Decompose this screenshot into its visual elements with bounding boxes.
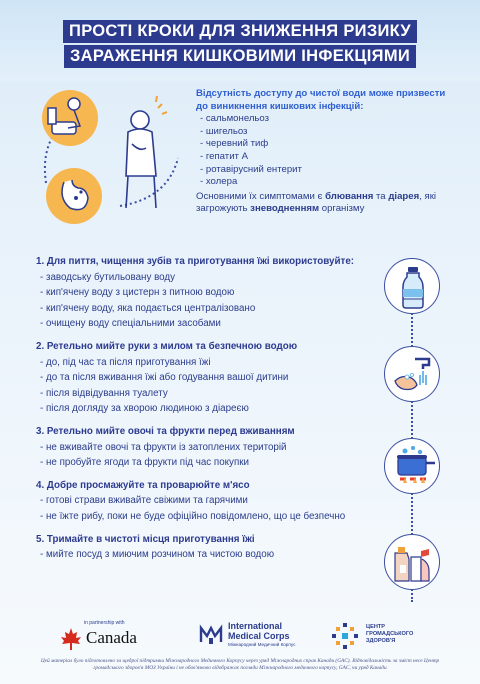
list-item: - до та після вживання їжі або годування вашої дитини (40, 372, 289, 384)
phc-line3: ЗДОРОВ'Я (366, 638, 396, 644)
handwashing-icon (384, 346, 440, 402)
list-item: - черевний тиф (200, 138, 269, 150)
step-3 (36, 424, 366, 471)
disease-list (196, 113, 458, 189)
list-item: - кип'ячену воду з цистерн з питною водою (40, 287, 235, 299)
step-title: 2. Ретельно мийте руки з милом та безпечною водою (36, 340, 298, 352)
list-item: - мийте посуд з миючим розчином та чистою водою (40, 549, 275, 561)
cooking-pot-icon (384, 438, 440, 494)
list-item: - після відвідування туалету (40, 387, 168, 399)
imc-logo (198, 618, 318, 654)
imc-line2: Medical Corps (228, 631, 290, 641)
title-line-1: ПРОСТІ КРОКИ ДЛЯ ЗНИЖЕННЯ РИЗИКУ (63, 20, 417, 43)
phc-line2: ГРОМАДСЬКОГО (366, 631, 414, 637)
toilet-vomiting-icon (42, 90, 98, 146)
step-title: 5. Тримайте в чистоті місця приготування їжі (36, 533, 255, 545)
step-4 (36, 478, 366, 525)
sick-person-icon (108, 96, 184, 208)
symptoms-mid2: , які загрожують (196, 190, 437, 215)
title-line-2: ЗАРАЖЕННЯ КИШКОВИМИ ІНФЕКЦІЯМИ (64, 45, 416, 68)
intro-lead: Відсутність доступу до чистої води може призвести до виникнення кишкових інфекцій: (196, 88, 446, 112)
imc-line3: Міжнародний Медичний Корпус (228, 642, 296, 647)
imc-line1: International (228, 621, 283, 631)
step-title: 1. Для пиття, чищення зубів та приготування їжі використовуйте: (36, 256, 355, 267)
symptom-diarrhea: діарея (388, 190, 420, 202)
intro-text (196, 88, 458, 216)
step-2 (36, 339, 366, 417)
maple-leaf-icon (58, 626, 84, 652)
step-title: 4. Добре просмажуйте та проварюйте м'ясо (36, 479, 250, 491)
list-item: - після догляду за хворою людиною з діареєю (40, 403, 249, 415)
phc-line1: ЦЕНТР (366, 624, 386, 630)
list-item: - шигельоз (200, 125, 248, 137)
list-item: - сальмонельоз (200, 113, 270, 125)
list-item: - холера (200, 176, 238, 188)
header-banner (0, 0, 480, 82)
steps-list (36, 254, 366, 570)
phc-emblem-icon (330, 621, 360, 651)
symptoms-text (196, 191, 458, 216)
footer-disclaimer: Цей матеріал було підготовлено за щедрої підтримки Міжнародного Медичного Корпусу через уряд Міжнародних справ Канади (GAC). Відповідальність за зміст несе Центр громадського здоров'я МОЗ України і не обов'язково відображає погляди Міжнародного медичного корпусу, GAC, чи уряд Канади (40, 658, 440, 671)
symptom-dehydration: зневодненням (250, 203, 320, 215)
list-item: - гепатит А (200, 150, 249, 162)
list-item: - очищену воду спеціальними засобами (40, 318, 221, 330)
public-health-center-logo (330, 618, 440, 654)
list-item: - до, під час та після приготування їжі (40, 356, 211, 368)
imc-emblem-icon (198, 622, 224, 648)
stomach-bacteria-icon (46, 168, 102, 224)
step-5 (36, 532, 366, 563)
list-item: - не їжте рибу, поки не буде офіційно повідомлено, що це безпечно (40, 510, 346, 522)
list-item: - ротавірусний ентерит (200, 163, 302, 175)
list-item: - заводську бутильовану воду (40, 271, 176, 283)
symptom-vomiting: блювання (325, 190, 374, 202)
list-item: - не вживайте овочі та фрукти із затоплених територій (40, 441, 287, 453)
list-item: - не пробуйте ягоди та фрукти під час покупки (40, 457, 250, 469)
cleaning-products-icon (384, 534, 440, 590)
list-item: - кип'ячену воду, яка подається централізовано (40, 302, 256, 314)
symptoms-post: організму (319, 203, 365, 215)
canada-small-text: in partnership with (84, 620, 125, 626)
water-bottle-icon (384, 258, 440, 314)
symptoms-mid1: та (373, 190, 389, 202)
canada-logo (58, 618, 148, 654)
list-item: - готові страви вживайте свіжими та гарячими (40, 495, 248, 507)
symptoms-pre: Основними їх симптомами є (196, 190, 326, 202)
footer-logos (0, 614, 480, 656)
canada-wordmark: Canada (86, 628, 137, 647)
intro-illustration (28, 88, 188, 228)
step-1 (36, 254, 366, 332)
step-title: 3. Ретельно мийте овочі та фрукти перед вживанням (36, 425, 295, 437)
